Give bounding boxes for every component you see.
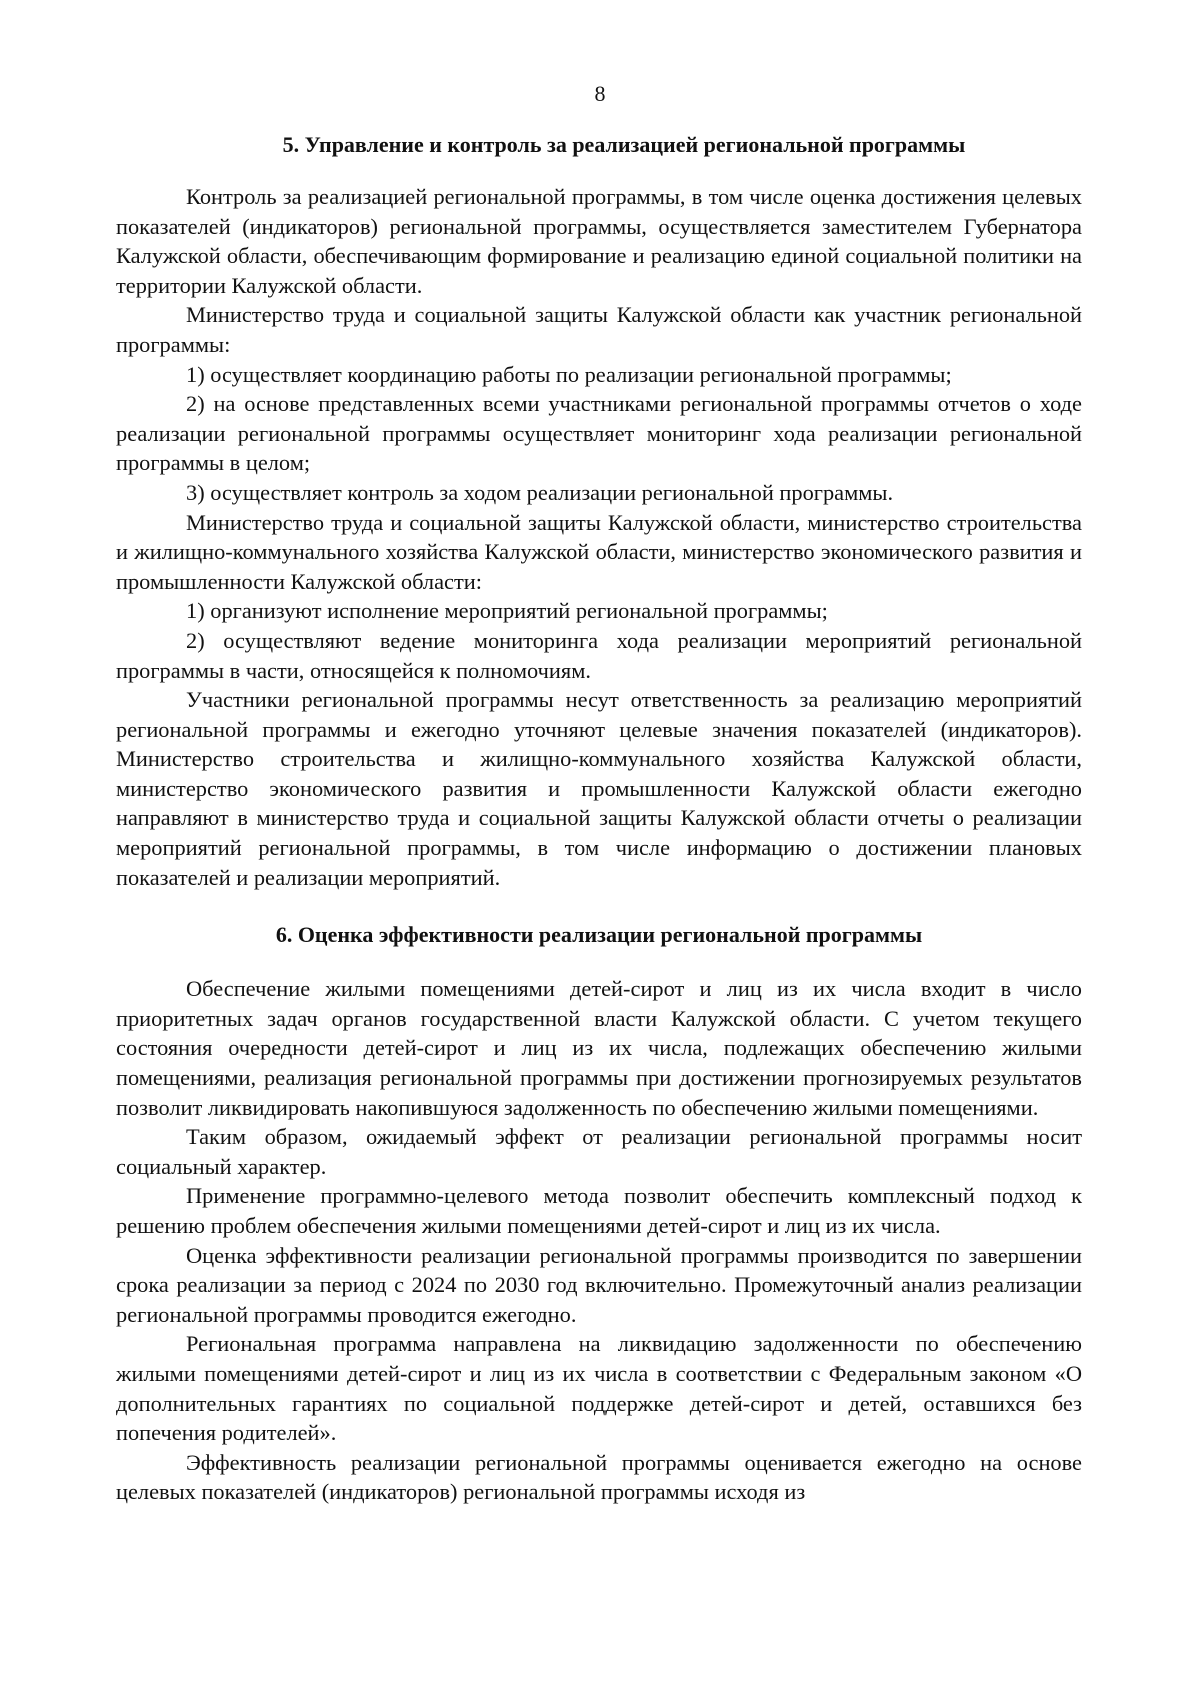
section-5-list-item: 1) организуют исполнение мероприятий региональной программы; [186, 598, 828, 624]
section-6 [116, 920, 1082, 1507]
section-5-list-item: 2) осуществляют ведение мониторинга хода реализации мероприятий региональной программы в части, относящейся к полномочиям. [116, 627, 1082, 683]
section-6-paragraph: Таким образом, ожидаемый эффект от реализации региональной программы носит социальный характер. [116, 1124, 1082, 1179]
section-6-paragraph: Обеспечение жилыми помещениями детей-сирот и лиц из их числа входит в число приоритетных задач органов государственной власти Калужской области. С учетом текущего состояния очередности детей-сирот и лиц из их числа, подлежащих обеспечению жилыми помещениями, реализация региональной программы при достижении прогнозируемых результатов позволит ликвидировать накопившуюся задолженность по обеспечению жилыми помещениями. [116, 976, 1082, 1120]
section-5-paragraph: Министерство труда и социальной защиты Калужской области как участник региональной программы: [116, 302, 1082, 357]
section-6-paragraph: Региональная программа направлена на ликвидацию задолженности по обеспечению жилыми помещениями детей-сирот и лиц из их числа в соответствии с Федеральным законом «О дополнительных гарантиях по социальной поддержке детей-сирот и детей, оставшихся без попечения родителей». [116, 1331, 1082, 1446]
section-5-list-item: 2) на основе представленных всеми участниками региональной программы отчетов о ходе реализации региональной программы осуществляет мониторинг хода реализации региональной программы в целом; [116, 391, 1082, 476]
section-6-paragraph: Оценка эффективности реализации региональной программы производится по завершении срока реализации за период с 2024 по 2030 год включительно. Промежуточный анализ реализации региональной программы проводится ежегодно. [116, 1242, 1082, 1327]
section-6-paragraph: Применение программно-целевого метода позволит обеспечить комплексный подход к решению проблем обеспечения жилыми помещениями детей-сирот и лиц из их числа. [116, 1183, 1082, 1238]
section-5-list-item: 3) осуществляет контроль за ходом реализации региональной программы. [186, 479, 894, 505]
section-5-list-item: 1) осуществляет координацию работы по реализации региональной программы; [186, 361, 952, 387]
page-number: 8 [594, 81, 606, 106]
document-body [116, 130, 1082, 1507]
section-5 [116, 130, 1082, 892]
section-5-paragraph: Участники региональной программы несут ответственность за реализацию мероприятий региональной программы и ежегодно уточняют целевые значения показателей (индикаторов). Министерство строительства и жилищно-коммунального хозяйства Калужской области, министерство экономического развития и промышленности Калужской области ежегодно направляют в министерство труда и социальной защиты Калужской области отчеты о реализации мероприятий региональной программы, в том числе информацию о достижении плановых показателей и реализации мероприятий. [116, 687, 1082, 890]
section-6-title: 6. Оценка эффективности реализации региональной программы [275, 922, 923, 948]
section-5-paragraph: Контроль за реализацией региональной программы, в том числе оценка достижения целевых показателей (индикаторов) региональной программы, осуществляется заместителем Губернатора Калужской области, обеспечивающим формирование и реализацию единой социальной политики на территории Калужской области. [116, 184, 1082, 298]
section-5-paragraph: Министерство труда и социальной защиты Калужской области, министерство строительства и жилищно-коммунального хозяйства Калужской области, министерство экономического развития и промышленности Калужской области: [116, 509, 1082, 594]
section-5-title: 5. Управление и контроль за реализацией региональной программы [282, 132, 966, 157]
section-6-paragraph: Эффективность реализации региональной программы оценивается ежегодно на основе целевых показателей (индикаторов) региональной программы исходя из [116, 1449, 1082, 1505]
